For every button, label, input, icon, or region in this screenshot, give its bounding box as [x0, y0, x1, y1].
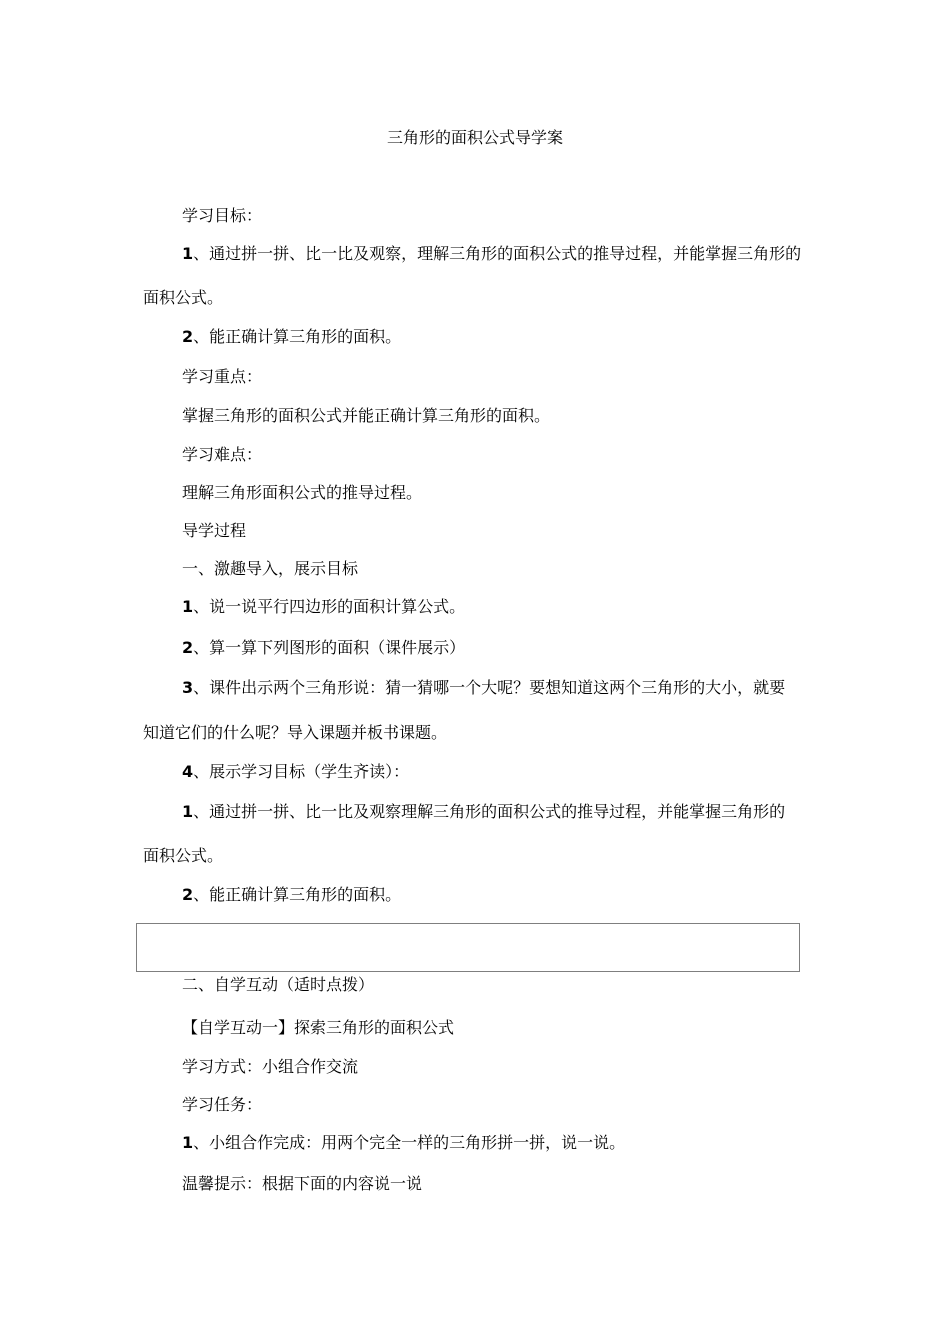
tip-text: 温馨提示：根据下面的内容说一说: [182, 1174, 423, 1193]
objective-1-number: 1: [182, 244, 194, 263]
section-1-objective-1-number: 1: [182, 802, 194, 821]
key-point-heading: 学习重点：: [182, 367, 263, 386]
objective-2-text: 、能正确计算三角形的面积。: [193, 327, 402, 346]
section-1-item-3-number: 3: [182, 678, 194, 697]
interaction-1-heading: 【自学互动一】探索三角形的面积公式: [182, 1018, 455, 1037]
empty-text-box: [136, 923, 800, 972]
section-1-objective-1-continued: 面积公式。: [143, 846, 224, 865]
objective-1-continued: 面积公式。: [143, 288, 224, 307]
section-1-heading: 一、激趣导入，展示目标: [182, 559, 359, 578]
objective-2-number: 2: [182, 327, 194, 346]
section-1-item-3: [182, 677, 785, 699]
section-1-item-3-continued: 知道它们的什么呢？导入课题并板书课题。: [143, 723, 448, 742]
section-1-item-3-text: 、课件出示两个三角形说：猜一猜哪一个大呢？要想知道这两个三角形的大小，就要: [193, 678, 786, 697]
objectives-heading: 学习目标：: [182, 206, 263, 225]
task-1-number: 1: [182, 1133, 194, 1152]
section-1-item-4-text: 、展示学习目标（学生齐读）：: [193, 762, 410, 781]
section-1-item-2-text: 、算一算下列图形的面积（课件展示）: [193, 638, 466, 657]
section-1-item-4-number: 4: [182, 762, 194, 781]
section-1-objective-2: [182, 884, 401, 906]
objective-1-text: 、通过拼一拼、比一比及观察，理解三角形的面积公式的推导过程，并能掌握三角形的: [193, 244, 802, 263]
objective-2: [182, 326, 401, 348]
section-1-objective-2-text: 、能正确计算三角形的面积。: [193, 885, 402, 904]
section-1-item-1-number: 1: [182, 597, 194, 616]
difficulty-heading: 学习难点：: [182, 445, 263, 464]
document-title: 三角形的面积公式导学案: [386, 128, 563, 147]
section-1-item-2-number: 2: [182, 638, 194, 657]
process-heading: 导学过程: [182, 521, 247, 540]
learning-method: 学习方式：小组合作交流: [182, 1057, 359, 1076]
section-1-item-2: [182, 637, 465, 659]
task-1-text: 、小组合作完成：用两个完全一样的三角形拼一拼，说一说。: [193, 1133, 626, 1152]
section-1-objective-1: [182, 801, 785, 823]
objective-1: [182, 243, 801, 265]
task-heading: 学习任务：: [182, 1095, 263, 1114]
task-1: [182, 1132, 625, 1154]
section-2-heading: 二、自学互动（适时点拨）: [182, 975, 375, 994]
section-1-objective-1-text: 、通过拼一拼、比一比及观察理解三角形的面积公式的推导过程，并能掌握三角形的: [193, 802, 786, 821]
section-1-objective-2-number: 2: [182, 885, 194, 904]
section-1-item-4: [182, 761, 409, 783]
section-1-item-1: [182, 596, 465, 618]
section-1-item-1-text: 、说一说平行四边形的面积计算公式。: [193, 597, 466, 616]
key-point-text: 掌握三角形的面积公式并能正确计算三角形的面积。: [182, 406, 551, 425]
difficulty-text: 理解三角形面积公式的推导过程。: [182, 483, 423, 502]
